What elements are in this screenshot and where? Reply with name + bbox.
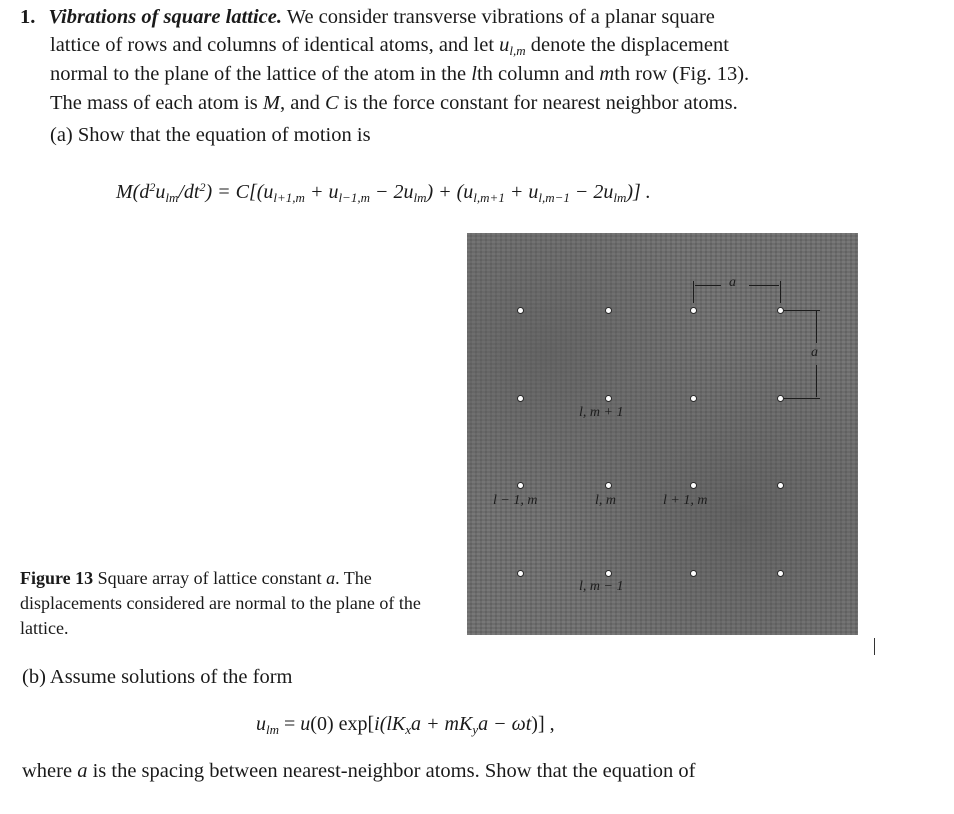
dimension-tick-bottom (784, 398, 820, 399)
part-b-text: (b) Assume solutions of the form (22, 666, 293, 688)
text-fragment: We consider transverse vibrations of a planar square (282, 6, 715, 28)
equation-b (256, 712, 555, 742)
eq-fragment: u (300, 713, 311, 735)
lattice-atom (778, 483, 783, 488)
text-fragment: where (22, 760, 78, 782)
caption-text: Square array of lattice constant (93, 568, 327, 588)
eq-sub: lm (266, 722, 279, 737)
problem-line-4 (50, 91, 738, 115)
lattice-atom (606, 396, 611, 401)
atom-label-below: l, m − 1 (579, 579, 624, 594)
lattice-atom (691, 571, 696, 576)
eq-fragment: ) + ( (426, 181, 464, 203)
atom-label-center: l, m (595, 493, 616, 508)
text-fragment: The mass of each atom is (50, 92, 263, 114)
caption-text: . The displacements considered are normal to the plane of the lattice. (20, 568, 421, 638)
lattice-atom (518, 396, 523, 401)
symbol-a: a (77, 760, 88, 782)
eq-fragment: u (463, 181, 474, 203)
dimension-tick-top (784, 310, 820, 311)
lattice-atom (778, 308, 783, 313)
eq-sub: l−1,m (338, 190, 370, 205)
caption-label: Figure 13 (20, 568, 94, 588)
eq-fragment: + (504, 181, 529, 203)
caption-symbol-a: a (326, 568, 336, 588)
problem-title: Vibrations of square lattice. (48, 6, 282, 28)
text-fragment: , and (280, 92, 325, 114)
dimension-line-v-top (816, 311, 817, 343)
text-fragment: is the spacing between nearest-neighbor atoms. Show that the equation of (87, 760, 696, 782)
equation-a (116, 175, 651, 210)
eq-fragment: i(lK (374, 713, 406, 735)
eq-fragment: u (155, 181, 166, 203)
text-fragment: denote the displacement (525, 34, 729, 56)
text-fragment: is the force constant for nearest neighbor atoms. (338, 92, 738, 114)
dimension-line-h-right (749, 285, 779, 286)
eq-fragment: M(d (116, 181, 150, 203)
eq-fragment: )] . (626, 181, 651, 203)
symbol-sub: l,m (509, 43, 526, 58)
eq-sub: y (472, 722, 479, 737)
eq-sub: lm (413, 190, 427, 205)
eq-fragment: u (528, 181, 539, 203)
eq-sup: 2 (149, 180, 156, 194)
text-fragment: lattice of rows and columns of identical atoms, and let (50, 34, 500, 56)
eq-sub: x (405, 722, 412, 737)
spacing-label-horizontal: a (729, 275, 736, 290)
dimension-tick-right (780, 281, 781, 303)
atom-label-right: l + 1, m (663, 493, 708, 508)
problem-line-2 (50, 33, 729, 63)
part-b-continuation (22, 759, 695, 783)
lattice-atom (606, 483, 611, 488)
text-fragment: th column and (476, 63, 600, 85)
eq-sub: l,m+1 (473, 190, 505, 205)
lattice-atom (691, 483, 696, 488)
problem-number: 1. (20, 6, 36, 28)
eq-sub: lm (613, 190, 627, 205)
eq-fragment: a + mK (411, 713, 473, 735)
eq-fragment: u (263, 181, 274, 203)
lattice-atom (518, 571, 523, 576)
part-a-prompt (50, 123, 371, 147)
symbol-l: l (471, 63, 477, 85)
atom-label-above: l, m + 1 (579, 405, 624, 420)
problem-line-3 (50, 62, 749, 86)
eq-sub: l+1,m (273, 190, 305, 205)
lattice-atom (606, 308, 611, 313)
eq-sub: lm (165, 190, 179, 205)
eq-sub: l,m−1 (538, 190, 570, 205)
eq-fragment: /dt (178, 181, 200, 203)
eq-fragment: (0) exp[ (310, 713, 375, 735)
part-b-prompt (22, 665, 292, 689)
eq-fragment: − 2 (369, 181, 404, 203)
text-fragment: normal to the plane of the lattice of the atom in the (50, 63, 472, 85)
lattice-atom (518, 483, 523, 488)
eq-fragment: = (279, 713, 301, 735)
lattice-atom (606, 571, 611, 576)
part-a-text: (a) Show that the equation of motion is (50, 124, 371, 146)
dimension-line-v-bottom (816, 365, 817, 397)
eq-fragment: u (603, 181, 614, 203)
symbol-C: C (324, 92, 339, 114)
spacing-label-vertical: a (811, 345, 818, 360)
eq-fragment: ) = C[( (205, 181, 264, 203)
eq-fragment: )] , (531, 713, 555, 735)
lattice-atom (518, 308, 523, 313)
atom-label-left: l − 1, m (493, 493, 538, 508)
lattice-atom (691, 308, 696, 313)
dimension-tick-left (693, 281, 694, 303)
symbol-u: u (499, 34, 510, 56)
eq-sup: 2 (199, 180, 206, 194)
lattice-atom (778, 396, 783, 401)
eq-fragment: u (256, 713, 266, 735)
text-cursor (874, 638, 875, 655)
symbol-m: m (599, 63, 615, 85)
eq-fragment: a − ωt (478, 713, 532, 735)
eq-fragment: − 2 (569, 181, 604, 203)
lattice-atom (691, 396, 696, 401)
eq-fragment: u (403, 181, 414, 203)
lattice-atom (778, 571, 783, 576)
text-fragment: th row (Fig. 13). (614, 63, 750, 85)
eq-fragment: u (328, 181, 339, 203)
symbol-M: M (262, 92, 280, 114)
figure-13-lattice (467, 233, 858, 635)
problem-line-1 (20, 5, 715, 29)
eq-fragment: + (304, 181, 329, 203)
figure-caption (20, 566, 450, 641)
dimension-line-h-left (695, 285, 721, 286)
